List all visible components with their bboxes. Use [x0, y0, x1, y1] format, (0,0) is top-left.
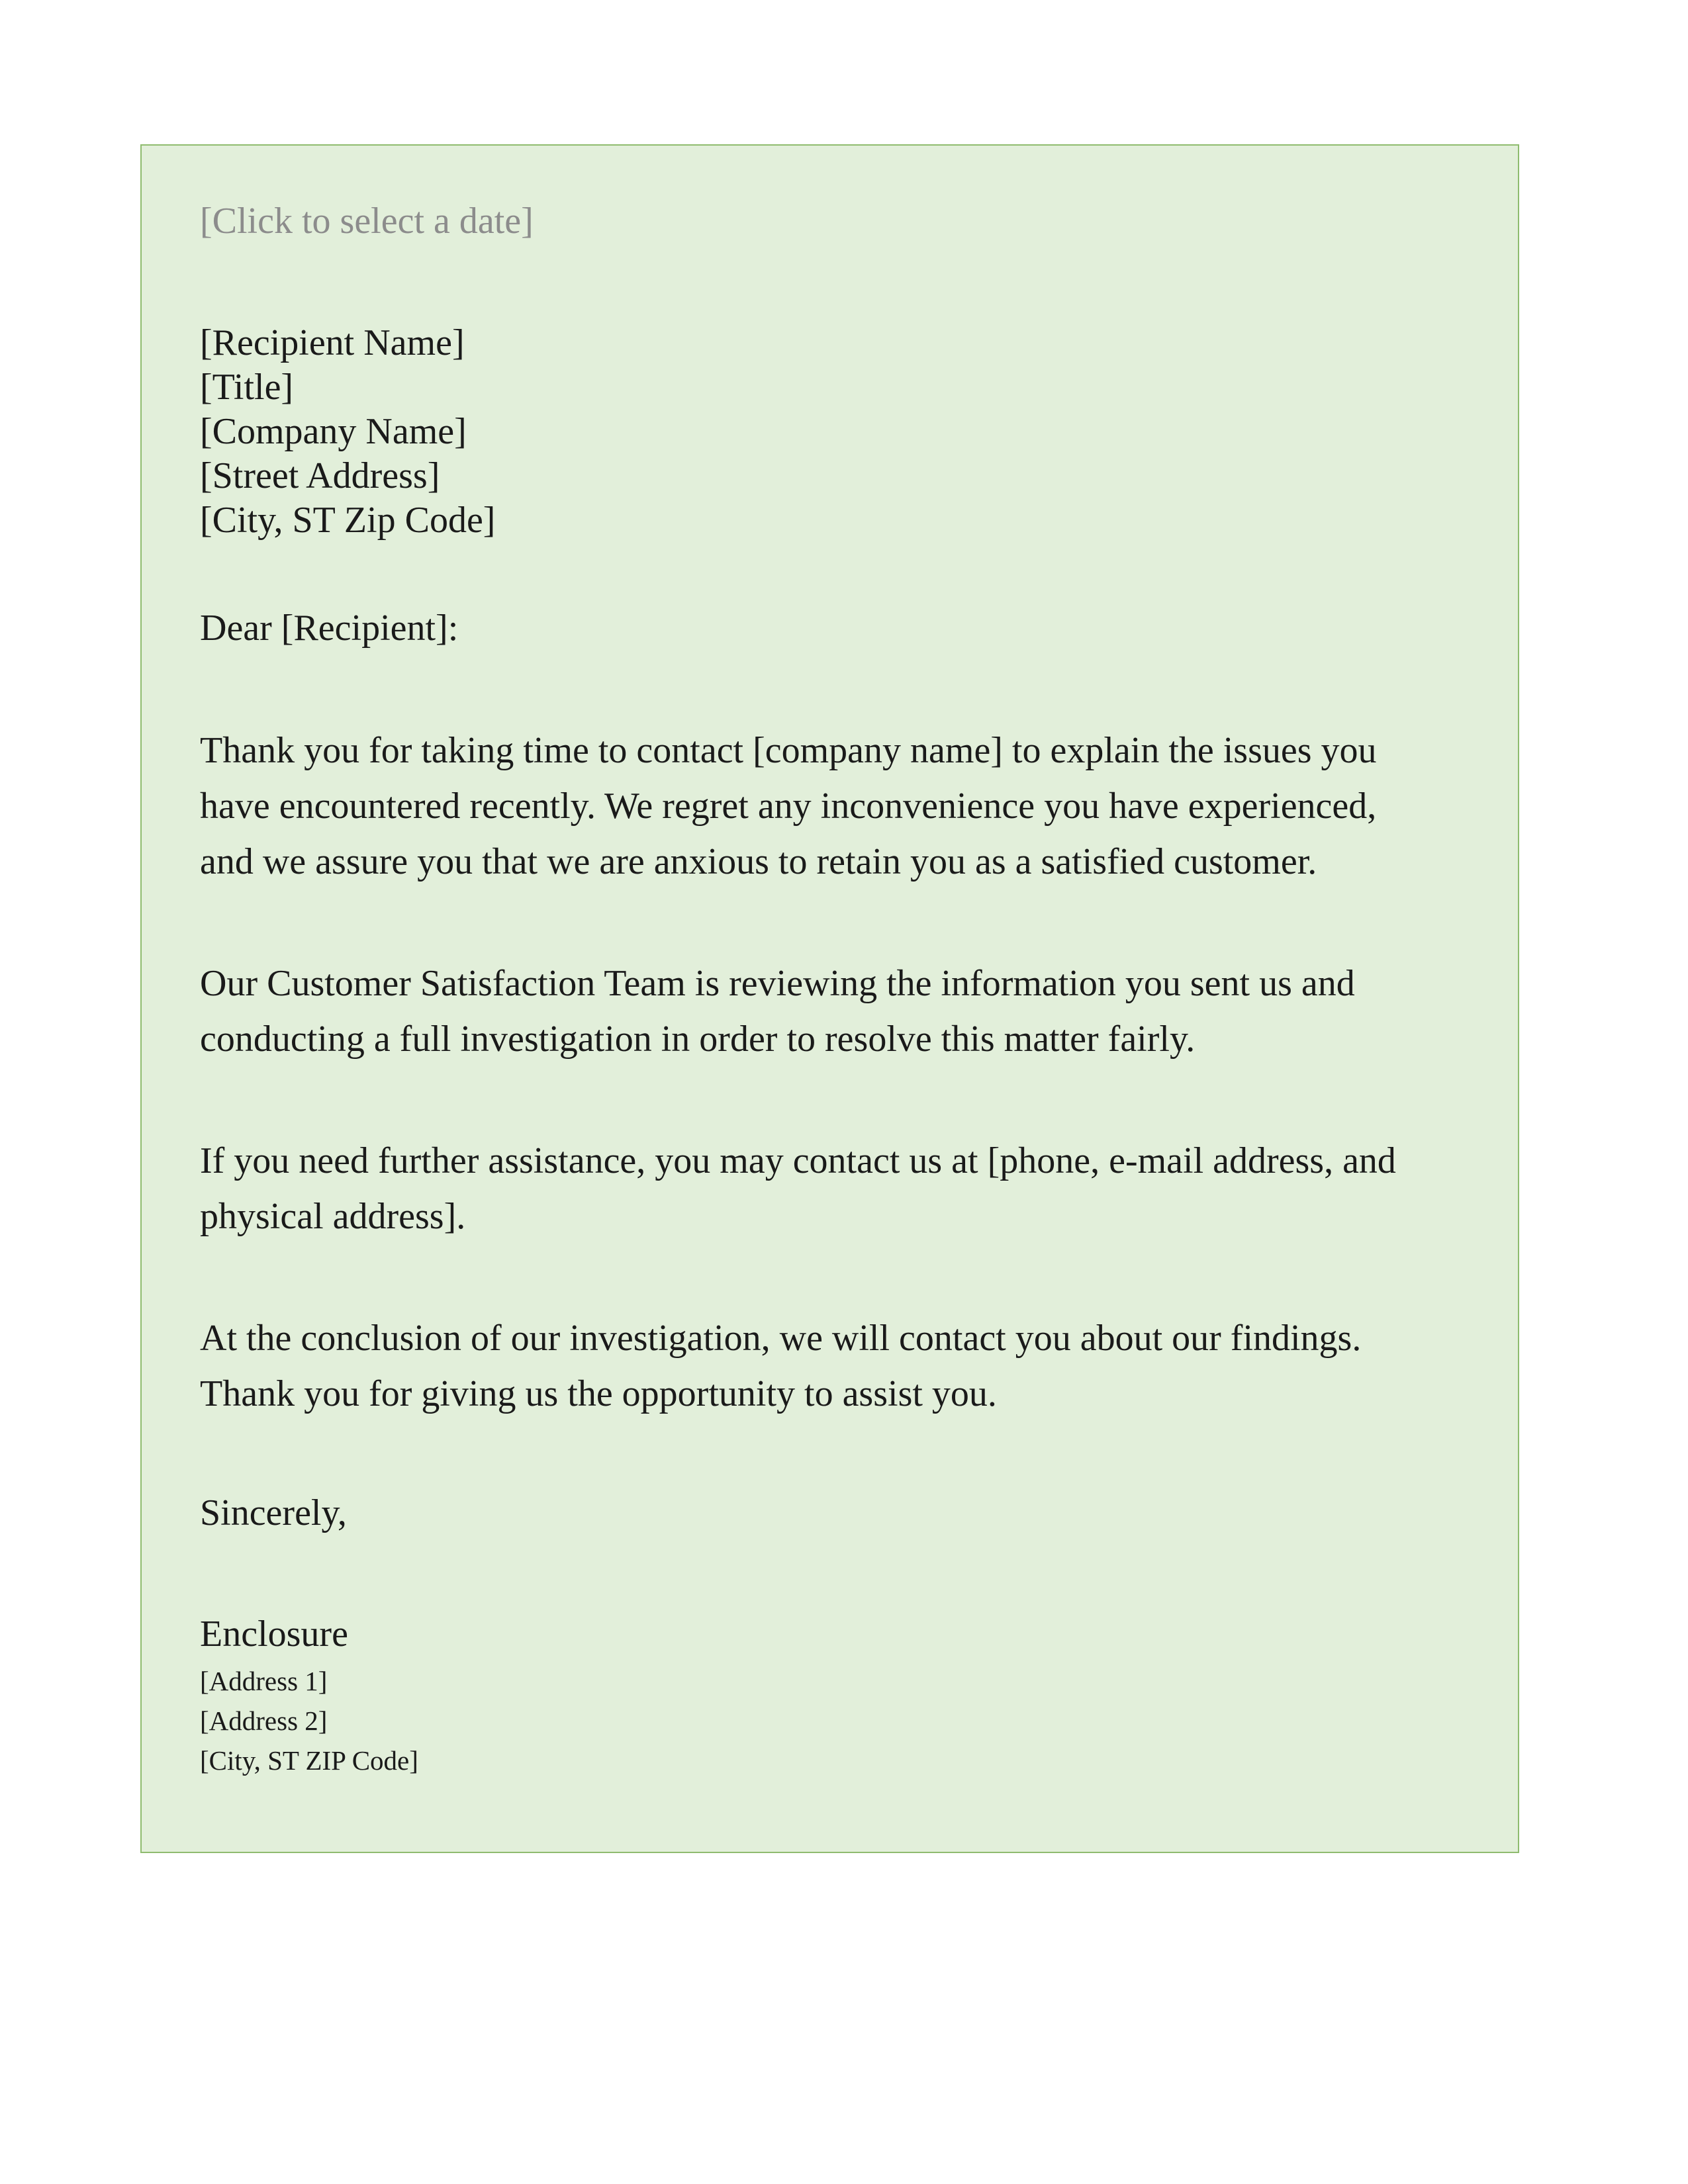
salutation[interactable]: Dear [Recipient]:: [200, 608, 459, 649]
paragraph-line: Thank you for taking time to contact [company name] to explain the issues you: [200, 730, 1377, 771]
body-paragraph-3: [200, 1133, 1396, 1244]
paragraph-line: conducting a full investigation in order to resolve this matter fairly.: [200, 1019, 1196, 1060]
enclosure-label: Enclosure: [200, 1614, 348, 1655]
sender-address-block: [200, 1661, 418, 1780]
letter-container: [140, 144, 1519, 1853]
paragraph-line: have encountered recently. We regret any inconvenience you have experienced,: [200, 786, 1377, 827]
recipient-street[interactable]: [Street Address]: [200, 455, 440, 496]
recipient-title[interactable]: [Title]: [200, 367, 294, 408]
body-paragraph-4: [200, 1310, 1361, 1422]
recipient-name[interactable]: [Recipient Name]: [200, 322, 465, 363]
recipient-company[interactable]: [Company Name]: [200, 411, 467, 452]
paragraph-line: At the conclusion of our investigation, we will contact you about our findings.: [200, 1318, 1362, 1359]
sender-address-2[interactable]: [Address 2]: [200, 1706, 328, 1736]
recipient-address-block: [200, 321, 495, 543]
body-paragraph-2: [200, 956, 1355, 1067]
recipient-city-state-zip[interactable]: [City, ST Zip Code]: [200, 500, 496, 541]
body-paragraph-1: [200, 723, 1377, 889]
sender-address-1[interactable]: [Address 1]: [200, 1666, 328, 1696]
date-picker-field[interactable]: [Click to select a date]: [200, 201, 534, 242]
paragraph-line: Thank you for giving us the opportunity to assist you.: [200, 1373, 997, 1414]
paragraph-line: physical address].: [200, 1196, 466, 1237]
paragraph-line: If you need further assistance, you may contact us at [phone, e-mail address, and: [200, 1140, 1396, 1181]
paragraph-line: and we assure you that we are anxious to retain you as a satisfied customer.: [200, 841, 1317, 882]
closing: Sincerely,: [200, 1492, 347, 1533]
paragraph-line: Our Customer Satisfaction Team is reviewing the information you sent us and: [200, 963, 1355, 1004]
sender-city-state-zip[interactable]: [City, ST ZIP Code]: [200, 1745, 418, 1776]
